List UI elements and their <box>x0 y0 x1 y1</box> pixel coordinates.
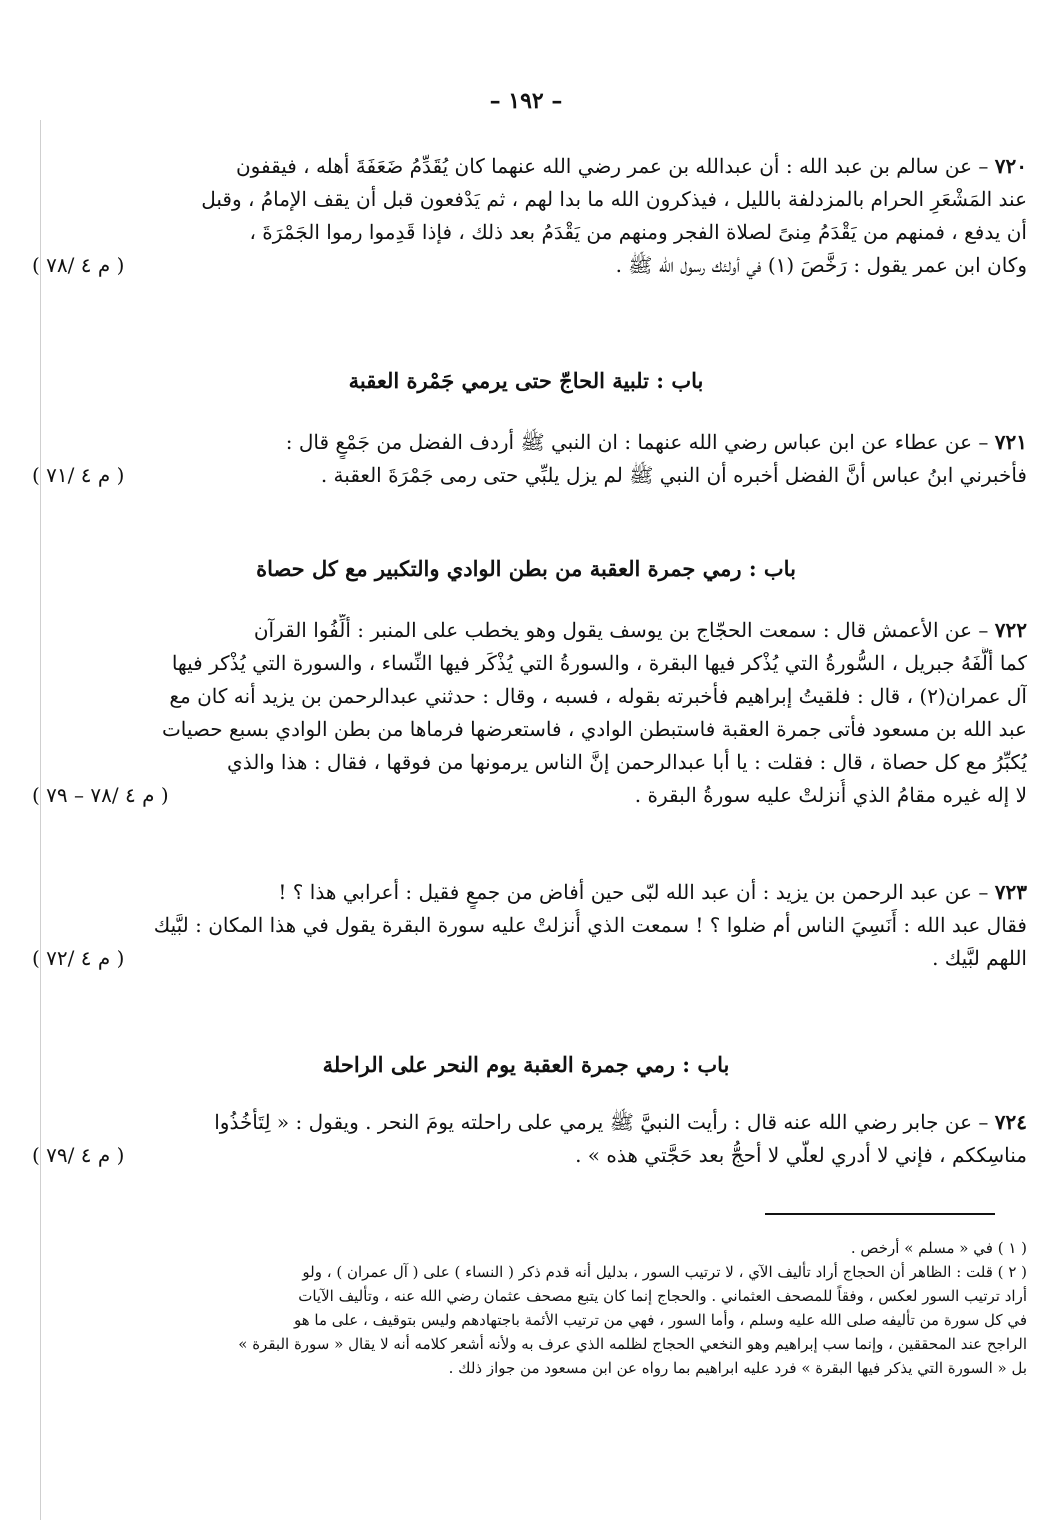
chapter-heading: باب : رمي جمرة العقبة من بطن الوادي والتكبير مع كل حصاة <box>256 556 796 581</box>
footnote-line: أراد ترتيب السور لعكس ، وفقاً للمصحف العثماني . والحجاج إنما كان يتبع مصحف عثمان رضي الله عنه ، وتأليف الآيات <box>298 1287 1027 1305</box>
hadith-line: ٧٢٤ – عن جابر رضي الله عنه قال : رأيت النبيَّ ﷺ يرمي على راحلته يومَ النحر . ويقول : « لِتَأخُذُوا <box>214 1110 1027 1134</box>
hadith-line: ٧٢٠ – عن سالم بن عبد الله : أن عبدالله بن عمر رضي الله عنهما كان يُقَدِّمُ ضَعَفَةَ أهله ، فيقفون <box>235 154 1027 178</box>
hadith-line: ( م ٤ /٧٩ ) مناسِككم ، فإني لا أدري لعلّي لا أحجُّ بعد حَجَّتي هذه » . <box>22 1139 1027 1172</box>
footnote-line: بل « السورة التي يذكر فيها البقرة » فرد عليه ابراهيم بما رواه عن ابن مسعود من جواز ذلك . <box>448 1359 1027 1377</box>
hadith-line: ٧٢٣ – عن عبد الرحمن بن يزيد : أن عبد الله لبّى حين أفاض من جمعٍ فقيل : أعرابي هذا ؟ ! <box>278 880 1027 904</box>
hadith-line: ( م ٤ /٧٨ – ٧٩ ) لا إله غيره مقامُ الذي أُنزلتْ عليه سورةُ البقرة . <box>22 779 1027 812</box>
page-number: – ١٩٢ – <box>489 88 563 114</box>
hadith-722 <box>22 614 1027 812</box>
hadith-723 <box>22 876 1027 975</box>
hadith-line: ٧٢٢ – عن الأعمش قال : سمعت الحجّاج بن يوسف يقول وهو يخطب على المنبر : ألِّفُوا القرآن <box>253 618 1027 642</box>
source-reference: ( م ٤ /٧٢ ) <box>32 946 125 970</box>
hadith-line: كما ألَّفَهُ جبريل ، السُّورةُ التي يُذْكر فيها البقرة ، والسورةُ التي يُذْكَر فيها النِّساء ، والسورة التي يُذْكر فيها <box>171 651 1027 675</box>
footnotes <box>22 1236 1027 1380</box>
source-reference: ( م ٤ /٧٨ – ٧٩ ) <box>32 783 169 807</box>
hadith-line: عند المَشْعَرِ الحرام بالمزدلفة بالليل ، فيذكرون الله ما بدا لهم ، ثم يَدْفعون قبل أن يقف الإمامُ ، وقبل <box>201 187 1027 211</box>
chapter-heading: باب : رمي جمرة العقبة يوم النحر على الراحلة <box>322 1052 730 1077</box>
footnote-line: الراجح عند المحققين ، وإنما سب إبراهيم وهو النخعي الحجاج لظلمه الذي عرف به ولأنه أشعر كلامه أنه لا يقال « سورة البقرة » <box>238 1335 1027 1353</box>
hadith-line: عبد الله بن مسعود فأتى جمرة العقبة فاستبطن الوادي ، فاستعرضها فرماها من بطن الوادي بسبع حصيات <box>161 717 1027 741</box>
hadith-724 <box>22 1106 1027 1172</box>
hadith-number: ٧٢٣ <box>994 880 1027 904</box>
hadith-721 <box>22 426 1027 492</box>
hadith-line: أن يدفع ، فمنهم من يَقْدَمُ مِنىً لصلاة الفجر ومنهم من يَقْدَمُ بعد ذلك ، فإذا قَدِموا رموا الجَمْرَةَ ، <box>249 220 1027 244</box>
footnote-line: ( ١ ) في « مسلم » أرخص . <box>850 1239 1027 1257</box>
hadith-line: ٧٢١ – عن عطاء عن ابن عباس رضي الله عنهما : ان النبي ﷺ أردف الفضل من جَمْعٍ قال : <box>285 430 1027 454</box>
footnote-line: ( ٢ ) قلت : الظاهر أن الحجاج أراد تأليف الآي ، لا ترتيب السور ، بدليل أنه قدم ذكر ( النساء ) على ( آل عمران ) ، ولو <box>302 1263 1027 1281</box>
source-reference: ( م ٤ /٧٩ ) <box>32 1143 125 1167</box>
hadith-line: فقال عبد الله : أَنَسِيَ الناس أم ضلوا ؟ ! سمعت الذي أُنزلتْ عليه سورة البقرة يقول في هذا المكان : لبَّيك <box>153 913 1027 937</box>
footnote-divider <box>765 1213 995 1215</box>
hadith-line: ( م ٤ /٧٨ ) وكان ابن عمر يقول : رَخَّصَ (١) في أولئك رسول الله ﷺ . <box>22 249 1027 282</box>
hadith-line: ( م ٤ /٧٢ ) اللهم لبَّيك . <box>22 942 1027 975</box>
source-reference: ( م ٤ /٧٨ ) <box>32 253 125 277</box>
footnote-line: في كل سورة من تأليفه صلى الله عليه وسلم ، وأما السور ، فهي من ترتيب الأئمة باجتهادهم وليس بتوقيف ، على ما هو <box>294 1311 1027 1329</box>
source-reference: ( م ٤ /٧١ ) <box>32 463 125 487</box>
hadith-line: ( م ٤ /٧١ ) فأخبرني ابنُ عباس أنَّ الفضل أخبره أن النبي ﷺ لم يزل يلبِّي حتى رمى جَمْرَةَ العقبة . <box>22 459 1027 492</box>
chapter-heading: باب : تلبية الحاجّ حتى يرمي جَمْرة العقبة <box>348 368 704 393</box>
hadith-line: يُكبِّرُ مع كل حصاة ، قال : فقلت : يا أبا عبدالرحمن إنَّ الناس يرمونها من فوقها ، فقال : هذا والذي <box>227 750 1027 774</box>
hadith-number: ٧٢٢ <box>994 618 1027 642</box>
hadith-line: آل عمران(٢) ، قال : فلقيتُ إبراهيم فأخبرته بقوله ، فسبه ، وقال : حدثني عبدالرحمن بن يزيد أنه كان مع <box>169 684 1027 708</box>
hadith-number: ٧٢٠ <box>994 154 1027 178</box>
hadith-number: ٧٢١ <box>994 430 1027 454</box>
hadith-720 <box>22 150 1027 282</box>
hadith-number: ٧٢٤ <box>994 1110 1027 1134</box>
